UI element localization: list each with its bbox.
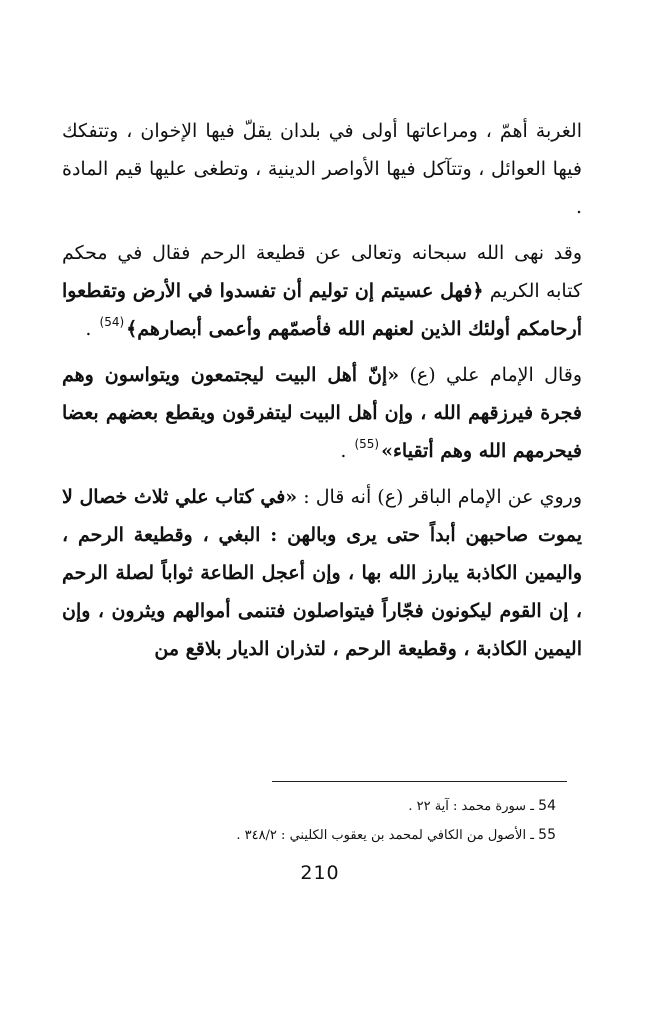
paragraph-4-text: وروي عن الإمام الباقر (ع) أنه قال : (297, 486, 582, 508)
footnote-55 (86, 821, 556, 850)
footnote-ref-54: (54) (99, 315, 125, 329)
footnote-54 (86, 792, 556, 821)
footnote-55-text: ـ الأصول من الكافي لمحمد بن يعقوب الكليني : ٣٤٨/٢ . (236, 828, 535, 843)
quran-verse: ﴿فهل عسيتم إن توليم أن تفسدوا في الأرض وتقطعوا أرحامكم أولئك الذين لعنهم الله فأصمّهم وأعمى أبصارهم﴾ (62, 280, 582, 340)
footnote-54-text: ـ سورة محمد : آية ٢٢ . (408, 799, 535, 814)
paragraph-2-text: وقد نهى الله سبحانه وتعالى عن قطيعة الرحم فقال في محكم كتابه الكريم (62, 242, 582, 302)
paragraph-4 (62, 478, 582, 668)
paragraph-1-text: الغربة أهمّ ، ومراعاتها أولى في بلدان يقلّ فيها الإخوان ، وتتفكك فيها العوائل ، وتتآكل فيها الأواصر الدينية ، وتطغى عليها قيم المادة . (62, 120, 582, 218)
paragraph-2-tail: . (85, 318, 98, 340)
footnote-54-number: 54 (538, 798, 556, 814)
hadith-quote-ali: «إنّ أهل البيت ليجتمعون ويتواسون وهم فجرة فيرزقهم الله ، وإن أهل البيت ليتفرقون ويقطع بعضهم بعضا فيحرمهم الله وهم أتقياء» (62, 364, 582, 462)
paragraph-3-text: وقال الإمام علي (ع) (399, 364, 582, 386)
body-text (62, 112, 582, 668)
footnote-55-number: 55 (538, 827, 556, 843)
paragraph-2 (62, 234, 582, 348)
paragraph-1 (62, 112, 582, 226)
paragraph-3 (62, 356, 582, 470)
hadith-quote-baqir: «في كتاب علي ثلاث خصال لا يموت صاحبهن أبداً حتى يرى وبالهن : البغي ، وقطيعة الرحم ، واليمين الكاذبة يبارز الله بها ، وإن أعجل الطاعة ثواباً لصلة الرحم ، إن القوم ليكونون فجّاراً فيتواصلون فتنمى أموالهم ويثرون ، وإن اليمين الكاذبة ، وقطيعة الرحم ، لتذران الديار بلاقع من (62, 486, 582, 660)
footnote-divider (272, 781, 567, 782)
paragraph-3-tail: . (340, 440, 353, 462)
footnotes (86, 792, 556, 850)
page-number: 210 (300, 862, 340, 884)
footnote-ref-55: (55) (354, 437, 380, 451)
